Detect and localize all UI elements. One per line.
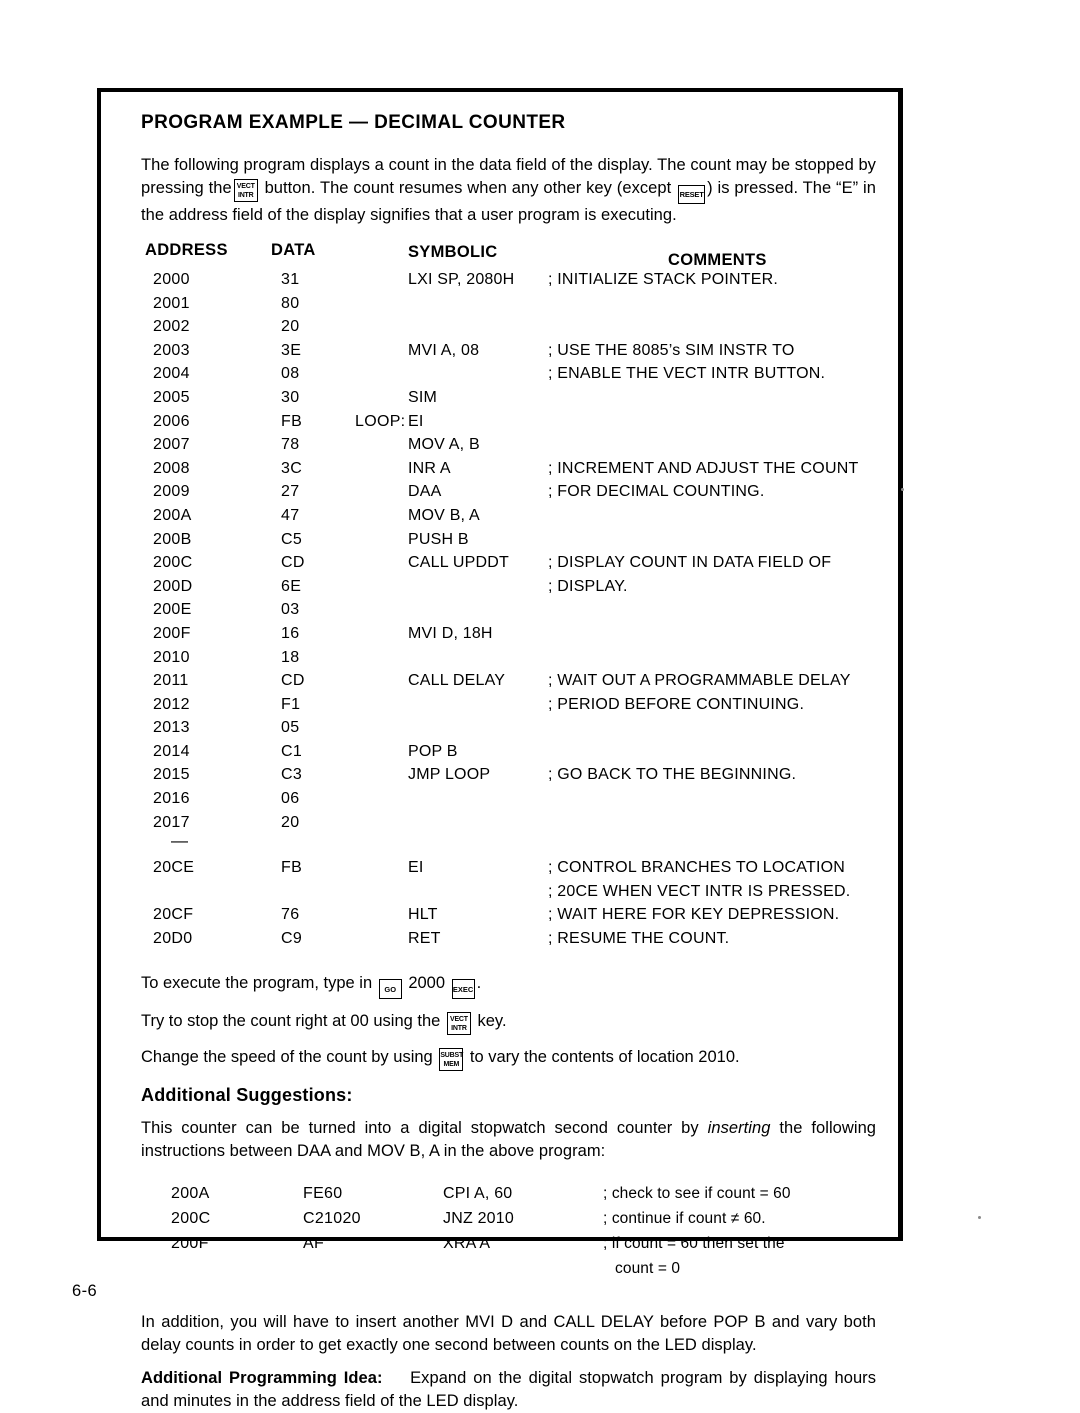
cell-address: 2009 <box>153 483 190 501</box>
exec-key-icon: EXEC <box>452 979 475 999</box>
table-row <box>123 389 876 413</box>
cell-data: 27 <box>281 483 300 501</box>
page-title: PROGRAM EXAMPLE — DECIMAL COUNTER <box>141 112 566 133</box>
column-header-address: ADDRESS <box>145 241 228 259</box>
cell-address: 20CF <box>153 906 194 924</box>
intro-text-part2: button. The count resumes when any other key (except <box>264 179 672 197</box>
cell-data: CD <box>281 554 305 572</box>
cell-symbolic: CPI A, 60 <box>443 1184 513 1202</box>
insert-listing-table <box>123 1185 876 1285</box>
cell-data: C3 <box>281 766 303 784</box>
cell-data: F1 <box>281 695 301 713</box>
cell-comment-continuation: count = 0 <box>615 1259 681 1277</box>
cell-data: 20 <box>281 813 300 831</box>
table-row <box>123 554 876 578</box>
table-row <box>123 766 876 790</box>
intro-paragraph <box>141 154 876 227</box>
change-speed-line <box>141 1046 876 1071</box>
table-row <box>123 483 876 507</box>
cell-symbolic: INR A <box>408 459 451 477</box>
table-row <box>123 649 876 673</box>
cell-address: 200B <box>153 530 192 548</box>
cell-address: 2004 <box>153 365 190 383</box>
vect-intr-key-line2: INTR <box>237 192 254 199</box>
content-frame <box>97 88 903 1410</box>
subst-mem-key-line2: MEM <box>443 1060 460 1068</box>
stop-count-text-post: key. <box>477 1011 507 1030</box>
cell-address: 200D <box>153 577 193 595</box>
cell-data: FE60 <box>303 1184 343 1202</box>
cell-data: 6E <box>281 577 302 595</box>
cell-symbolic: MOV A, B <box>408 436 480 454</box>
cell-address: 2008 <box>153 459 190 477</box>
table-row <box>123 625 876 649</box>
cell-comment: ; continue if count ≠ 60. <box>603 1209 766 1227</box>
cell-address: 200A <box>171 1184 210 1202</box>
table-row <box>123 743 876 767</box>
cell-comment: ; DISPLAY COUNT IN DATA FIELD OF <box>548 554 832 572</box>
suggestions-intro-italic: inserting <box>707 1118 771 1137</box>
cell-symbolic: DAA <box>408 483 442 501</box>
cell-data: 05 <box>281 719 300 737</box>
table-row <box>123 365 876 389</box>
listing-header-row <box>123 241 876 271</box>
cell-data: AF <box>303 1234 325 1252</box>
table-row <box>123 436 876 460</box>
closing-paragraph: In addition, you will have to insert another MVI D and CALL DELAY before POP B and vary both delay counts in order to get exactly one second between counts on the LED display. <box>141 1312 876 1354</box>
additional-suggestions-heading: Additional Suggestions: <box>141 1084 353 1105</box>
cell-address: 2015 <box>153 766 190 784</box>
cell-symbolic: CALL UPDDT <box>408 554 509 572</box>
stop-count-text-pre: Try to stop the count right at 00 using the <box>141 1011 441 1030</box>
intro-text-part1: The following program displays a count in the data field of the display. The count may be stopped by pressing the <box>141 156 876 197</box>
suggestions-intro-b: the following instructions between DAA and MOV B, A in the above program: <box>141 1118 877 1160</box>
cell-data: 08 <box>281 365 300 383</box>
programming-idea-label: Additional Programming Idea: <box>141 1368 383 1387</box>
cell-data: CD <box>281 672 305 690</box>
cell-comment: ; ENABLE THE VECT INTR BUTTON. <box>548 365 826 383</box>
cell-data: C1 <box>281 742 303 760</box>
vect-intr-key-line1: VECT <box>236 183 255 190</box>
table-row <box>123 1260 876 1285</box>
cell-data: 18 <box>281 648 300 666</box>
table-row <box>123 696 876 720</box>
program-listing-table <box>123 241 876 954</box>
cell-address: 200C <box>153 554 193 572</box>
cell-address: 2000 <box>153 271 190 288</box>
cell-comment: ; INCREMENT AND ADJUST THE COUNT <box>548 459 859 477</box>
cell-address: 2013 <box>153 719 190 737</box>
cell-comment: ; RESUME THE COUNT. <box>548 930 730 948</box>
cell-comment: ; FOR DECIMAL COUNTING. <box>548 483 765 501</box>
cell-address: 2016 <box>153 790 190 808</box>
cell-data: 80 <box>281 294 300 312</box>
cell-symbolic: POP B <box>408 742 458 760</box>
cell-symbolic: MVI A, 08 <box>408 341 480 359</box>
cell-address: 200C <box>171 1209 211 1227</box>
cell-data: 76 <box>281 906 300 924</box>
table-row <box>123 930 876 954</box>
cell-address: 2001 <box>153 294 190 312</box>
vect-intr-key-line1: VECT <box>449 1015 468 1023</box>
table-row <box>123 672 876 696</box>
cell-data: C9 <box>281 930 303 948</box>
scan-artifact <box>901 488 904 491</box>
cell-symbolic: JMP LOOP <box>408 766 491 784</box>
table-row <box>123 531 876 555</box>
vect-intr-key-line2: INTR <box>451 1024 467 1032</box>
page-number: 6-6 <box>72 1282 98 1300</box>
cell-symbolic: JNZ 2010 <box>443 1209 514 1227</box>
cell-data: C21020 <box>303 1209 361 1227</box>
intro-text-part3: ) is pressed. The “E” in the address field of the display signifies that a user program is executing. <box>141 179 876 224</box>
cell-data: 78 <box>281 436 300 454</box>
cell-address: 20CE <box>153 859 195 877</box>
cell-address: 2002 <box>153 318 190 336</box>
table-row <box>123 413 876 437</box>
table-row <box>123 790 876 814</box>
programming-idea-text: Expand on the digital stopwatch program by displaying hours and minutes in the address field of the LED display. <box>141 1368 877 1410</box>
suggestions-intro-paragraph <box>141 1117 876 1163</box>
cell-address: 200E <box>153 601 192 619</box>
reset-key-icon: RESET <box>678 185 705 204</box>
cell-symbolic: LXI SP, 2080H <box>408 271 515 288</box>
table-row <box>123 460 876 484</box>
cell-symbolic: CALL DELAY <box>408 672 506 690</box>
cell-comment: ; WAIT HERE FOR KEY DEPRESSION. <box>548 906 840 924</box>
cell-address: 2007 <box>153 436 190 454</box>
cell-address: 200F <box>171 1234 209 1252</box>
cell-symbolic: EI <box>408 412 424 430</box>
cell-data: FB <box>281 859 303 877</box>
cell-comment: ; PERIOD BEFORE CONTINUING. <box>548 695 805 713</box>
cell-comment: ; USE THE 8085’s SIM INSTR TO <box>548 341 795 359</box>
column-header-data: DATA <box>271 241 316 259</box>
table-row <box>123 906 876 930</box>
cell-data: 3C <box>281 459 303 477</box>
change-speed-text-pre: Change the speed of the count by using <box>141 1047 433 1066</box>
cell-address: 200A <box>153 506 192 524</box>
cell-comment: ; if count = 60 then set the <box>603 1234 785 1252</box>
cell-data: 31 <box>281 271 300 288</box>
table-row <box>123 295 876 319</box>
table-row <box>123 1210 876 1235</box>
table-break-row <box>123 831 876 859</box>
cell-comment: ; INITIALIZE STACK POINTER. <box>548 271 779 288</box>
table-row <box>123 271 876 295</box>
cell-address: 20D0 <box>153 930 193 948</box>
table-row <box>123 719 876 743</box>
stop-count-line <box>141 1010 876 1035</box>
go-key-icon: GO <box>379 979 402 999</box>
table-row <box>123 578 876 602</box>
cell-symbolic: RET <box>408 930 441 948</box>
cell-address: 2012 <box>153 695 190 713</box>
cell-comment: ; WAIT OUT A PROGRAMMABLE DELAY <box>548 672 851 690</box>
cell-address: 2006 <box>153 412 190 430</box>
cell-symbolic: PUSH B <box>408 530 469 548</box>
vect-intr-key-icon <box>234 179 258 202</box>
table-row <box>123 1185 876 1210</box>
change-speed-text-post: to vary the contents of location 2010. <box>469 1047 740 1066</box>
cell-data: FB <box>281 412 303 430</box>
cell-comment: ; GO BACK TO THE BEGINNING. <box>548 766 797 784</box>
cell-data: 03 <box>281 601 300 619</box>
cell-data: 30 <box>281 388 300 406</box>
execute-address-value: 2000 <box>408 973 446 992</box>
suggestions-intro-a: This counter can be turned into a digital stopwatch second counter by <box>141 1118 699 1137</box>
cell-data: 47 <box>281 506 300 524</box>
closing-section <box>123 1311 876 1413</box>
table-row <box>123 342 876 366</box>
execute-text-pre: To execute the program, type in <box>141 973 373 992</box>
cell-data: 3E <box>281 341 302 359</box>
cell-address: 2003 <box>153 341 190 359</box>
cell-symbolic: MOV B, A <box>408 506 480 524</box>
table-row <box>123 601 876 625</box>
programming-idea-paragraph <box>141 1367 876 1413</box>
cell-label: LOOP: <box>355 412 406 430</box>
scan-artifact <box>978 1216 981 1219</box>
cell-data: C5 <box>281 530 303 548</box>
execute-text-post: . <box>476 973 482 992</box>
table-row <box>123 1235 876 1260</box>
table-row <box>123 883 876 907</box>
cell-data: 16 <box>281 624 300 642</box>
cell-address: 200F <box>153 624 191 642</box>
column-header-comments: COMMENTS <box>668 251 767 269</box>
table-row <box>123 318 876 342</box>
cell-comment: ; CONTROL BRANCHES TO LOCATION <box>548 859 846 877</box>
cell-address: 2014 <box>153 742 190 760</box>
subst-mem-key-icon <box>439 1048 463 1071</box>
table-row <box>123 814 876 838</box>
frame-inner <box>101 92 898 1410</box>
column-header-symbolic: SYMBOLIC <box>408 243 498 261</box>
table-row <box>123 859 876 883</box>
subst-mem-key-line1: SUBST <box>440 1051 464 1059</box>
execute-program-line <box>141 972 876 999</box>
cell-comment: ; 20CE WHEN VECT INTR IS PRESSED. <box>548 882 851 900</box>
cell-symbolic: HLT <box>408 906 438 924</box>
cell-address: 2017 <box>153 813 190 831</box>
cell-data: 20 <box>281 318 300 336</box>
cell-address: 2011 <box>153 672 189 690</box>
cell-comment: ; DISPLAY. <box>548 577 628 595</box>
cell-address: 2010 <box>153 648 190 666</box>
cell-symbolic: MVI D, 18H <box>408 624 493 642</box>
break-marker: — <box>171 831 188 851</box>
cell-comment: ; check to see if count = 60 <box>603 1184 791 1202</box>
table-row <box>123 507 876 531</box>
cell-address: 2005 <box>153 388 190 406</box>
cell-symbolic: SIM <box>408 388 438 406</box>
cell-data: 06 <box>281 790 300 808</box>
cell-symbolic: EI <box>408 859 424 877</box>
vect-intr-key-icon <box>447 1012 471 1035</box>
cell-symbolic: XRA A <box>443 1234 491 1252</box>
execution-instructions <box>123 972 876 1071</box>
